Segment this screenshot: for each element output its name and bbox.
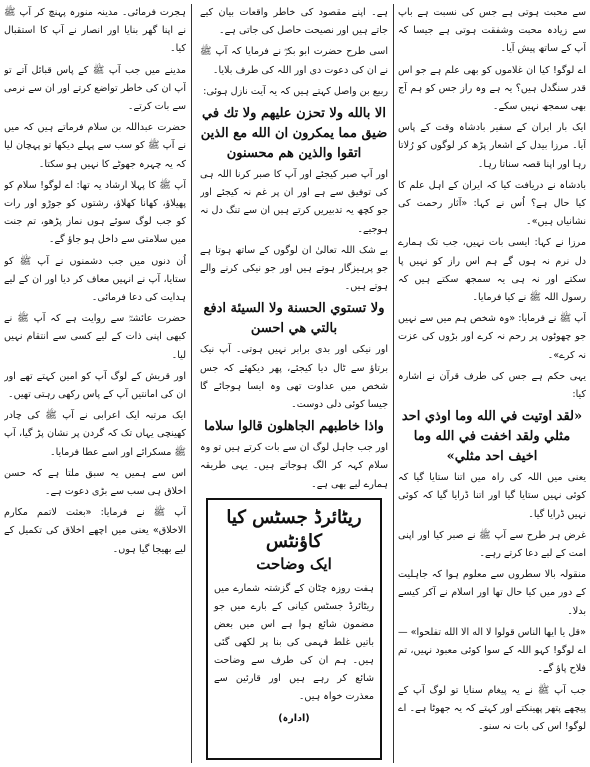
paragraph: آپ ﷺ نے فرمایا: «وہ شخص ہم میں سے نہیں جو چھوٹوں پر رحم نہ کرے اور بڑوں کی عزت نہ کرے»۔ (398, 313, 586, 361)
paragraph: مرزا نے کہا: ایسی بات نہیں، جب تک ہمارے دل نرم نہ ہوں گے ہم اس راز کو نہیں پا سکتے اور نہ ہی یہ سمجھ سکتے ہیں کہ رسول اللہ ﷺ نے کیا فرمایا۔ (398, 237, 586, 304)
paragraph: اور آپ صبر کیجئے اور آپ کا صبر کرنا اللہ ہی کی توفیق سے ہے اور ان پر غم نہ کیجئے اور جو کچھ یہ تدبیریں کرتے ہیں ان سے تنگ دل نہ ہوجیے۔ (200, 169, 388, 235)
paragraph: ایک مرتبہ ایک اعرابی نے آپ ﷺ کی چادر کھینچی یہاں تک کہ گردن پر نشان پڑ گیا، آپ ﷺ مسکرائے اور اسے عطا فرمایا۔ (4, 410, 186, 458)
arabic-verse: الا بالله ولا تحزن عليهم ولا تك في ضيق مما يمكرون ان الله مع الذين اتقوا والذين هم محسنون (200, 106, 388, 162)
paragraph: ہے۔ اپنے مقصود کی خاطر واقعات بیان کیے جاتے ہیں اور نصیحت حاصل کی جاتی ہے۔ (200, 7, 388, 37)
paragraph: یعنی میں اللہ کی راہ میں اتنا ستایا گیا کہ کوئی نہیں ستایا گیا اور اتنا ڈرایا گیا کہ کوئی نہیں ڈرایا گیا۔ (398, 472, 586, 520)
paragraph: حضرت عائشہؓ سے روایت ہے کہ آپ ﷺ نے کبھی اپنی ذات کے لیے کسی سے انتقام نہیں لیا۔ (4, 313, 186, 361)
paragraph: اُن دنوں میں جب دشمنوں نے آپ ﷺ کو ستایا، آپ نے انہیں معاف کر دیا اور ان کے لیے ہدایت کی دعا فرمائی۔ (4, 255, 186, 304)
notice-box (206, 498, 382, 760)
column-middle (200, 4, 388, 492)
arabic-verse: واذا خاطبهم الجاهلون قالوا سلاما (204, 419, 384, 435)
paragraph: اور جب جاہل لوگ ان سے بات کرتے ہیں تو وہ سلام کہہ کر الگ ہوجاتے ہیں۔ یہی طریقہ ہمارے لیے بھی ہے۔ (200, 442, 388, 490)
column-divider (393, 4, 394, 763)
paragraph: اس سے ہمیں یہ سبق ملتا ہے کہ حسن اخلاق ہی سب سے بڑی دعوت ہے۔ (4, 467, 186, 498)
arabic-quote: «لقد اوتيت في الله وما اوذي احد مثلي ولقد اخفت في الله وما اخيف احد مثلي» (401, 409, 583, 465)
paragraph: اور قریش کے لوگ آپ کو امین کہتے تھے اور ان کی امانتیں آپ کے پاس رکھی رہتی تھیں۔ (4, 370, 186, 401)
paragraph: حضرت عبداللہ بن سلام فرماتے ہیں کہ میں نے آپ ﷺ کو سب سے پہلے دیکھا تو پہچان لیا کہ یہ چہرہ جھوٹے کا نہیں ہو سکتا۔ (4, 122, 186, 170)
paragraph: آپ ﷺ کا پہلا ارشاد یہ تھا: اے لوگو! سلام کو پھیلاؤ، کھانا کھلاؤ، رشتوں کو جوڑو اور رات کو جب لوگ سوئے ہوں نماز پڑھو، تم جنت میں سلامتی سے داخل ہو جاؤ گے۔ (4, 179, 186, 246)
paragraph: بادشاہ نے دریافت کیا کہ ایران کے اہل علم کا کیا حال ہے؟ اُس نے کہا: «آثار رحمت کی نشانیاں ہیں»۔ (398, 179, 586, 228)
notice-signature: (ادارہ) (278, 713, 310, 724)
notice-body: ہفت روزہ چٹان کے گزشتہ شمارے میں ریٹائرڈ جسٹس کیانی کے بارے میں جو مضمون شائع ہوا ہے اس میں بعض باتیں غلط فہمی کی بنا پر لکھی گئی ہیں۔ ہم ان کی طرف سے وضاحت شائع کر رہے ہیں اور قارئین سے معذرت خواہ ہیں۔ (214, 583, 374, 702)
paragraph: غرض ہر طرح سے آپ ﷺ نے صبر کیا اور اپنی امت کے لیے دعا کرتے رہے۔ (398, 529, 586, 560)
paragraph: سے محبت ہوتی ہے جس کی نسبت ہے باپ سے زیادہ محبت وشفقت ہوتی ہے جیسا کہ آپ کے ساتھ پیش آیا۔ (398, 7, 586, 55)
paragraph: ربیع بن واصل کہتے ہیں کہ یہ آیت نازل ہوئی: (203, 85, 388, 97)
paragraph: «قل يا ايها الناس قولوا لا اله الا الله تفلحوا» — اے لوگو! کہو اللہ کے سوا کوئی معبود نہیں، تم فلاح پاؤ گے۔ (398, 626, 586, 675)
paragraph: اسی طرح حضرت ابو بکرؓ نے فرمایا کہ آپ ﷺ نے ان کی دعوت دی اور اللہ کی طرف بلایا۔ (200, 46, 388, 76)
paragraph: اے لوگو! کیا ان غلاموں کو بھی علم ہے جو اس قدر سنگدل ہیں؟ یہ ہے وہ راز جس کو ہم آج بھی سمجھ نہیں سکے۔ (398, 64, 586, 113)
paragraph: منقولہ بالا سطروں سے معلوم ہوا کہ جاہلیت کے دور میں کیا حال تھا اور اسلام نے آکر کیسے بدلا۔ (398, 569, 586, 617)
column-right (398, 4, 586, 763)
paragraph: آپ ﷺ نے فرمایا: «بعثت لاتمم مكارم الاخلاق» یعنی میں اچھے اخلاق کی تکمیل کے لیے بھیجا گیا ہوں۔ (4, 507, 186, 555)
paragraph: مدینے میں جب آپ ﷺ کے پاس قبائل آتے تو آپ ان کی خاطر تواضع کرتے اور ان سے نرمی سے بات کرتے۔ (4, 64, 186, 113)
notice-title: ریٹائرڈ جسٹس کیا کاؤنٹس (226, 507, 362, 552)
notice-subtitle: ایک وضاحت (256, 555, 332, 573)
paragraph: اور نیکی اور بدی برابر نہیں ہوتی۔ آپ نیک برتاؤ سے ٹال دیا کیجئے، پھر دیکھئے کہ جس شخص میں عداوت تھی وہ ایسا ہوجائے گا جیسا کوئی دلی دوست۔ (200, 344, 388, 411)
column-left (4, 4, 186, 763)
paragraph: یہی حکم ہے جس کی طرف قرآن نے اشارہ کیا: (398, 370, 586, 401)
paragraph: ایک بار ایران کے سفیر بادشاہ وقت کے پاس آیا۔ مرزا بیدل کے اشعار پڑھ کر لوگوں کو رُلاتا رہا اور اپنا قصہ سناتا رہا۔ (398, 122, 586, 170)
column-divider (191, 4, 192, 763)
paragraph: جب آپ ﷺ نے یہ پیغام سنایا تو لوگ آپ کے پیچھے پتھر پھینکتے اور کہتے کہ یہ جھوٹا ہے۔ اے لوگو! اس کی بات نہ سنو۔ (398, 684, 586, 732)
paragraph: بے شک اللہ تعالیٰ ان لوگوں کے ساتھ ہوتا ہے جو پرہیزگار ہوتے ہیں اور جو نیکی کرنے والے ہوتے ہیں۔ (200, 244, 388, 293)
paragraph: ہجرت فرمائی۔ مدینہ منورہ پہنچ کر آپ ﷺ نے اپنا گھر بنایا اور انصار نے آپ کا استقبال کیا۔ (4, 7, 186, 55)
arabic-verse: ولا تستوي الحسنة ولا السيئة ادفع بالتي هي احسن (203, 301, 385, 337)
